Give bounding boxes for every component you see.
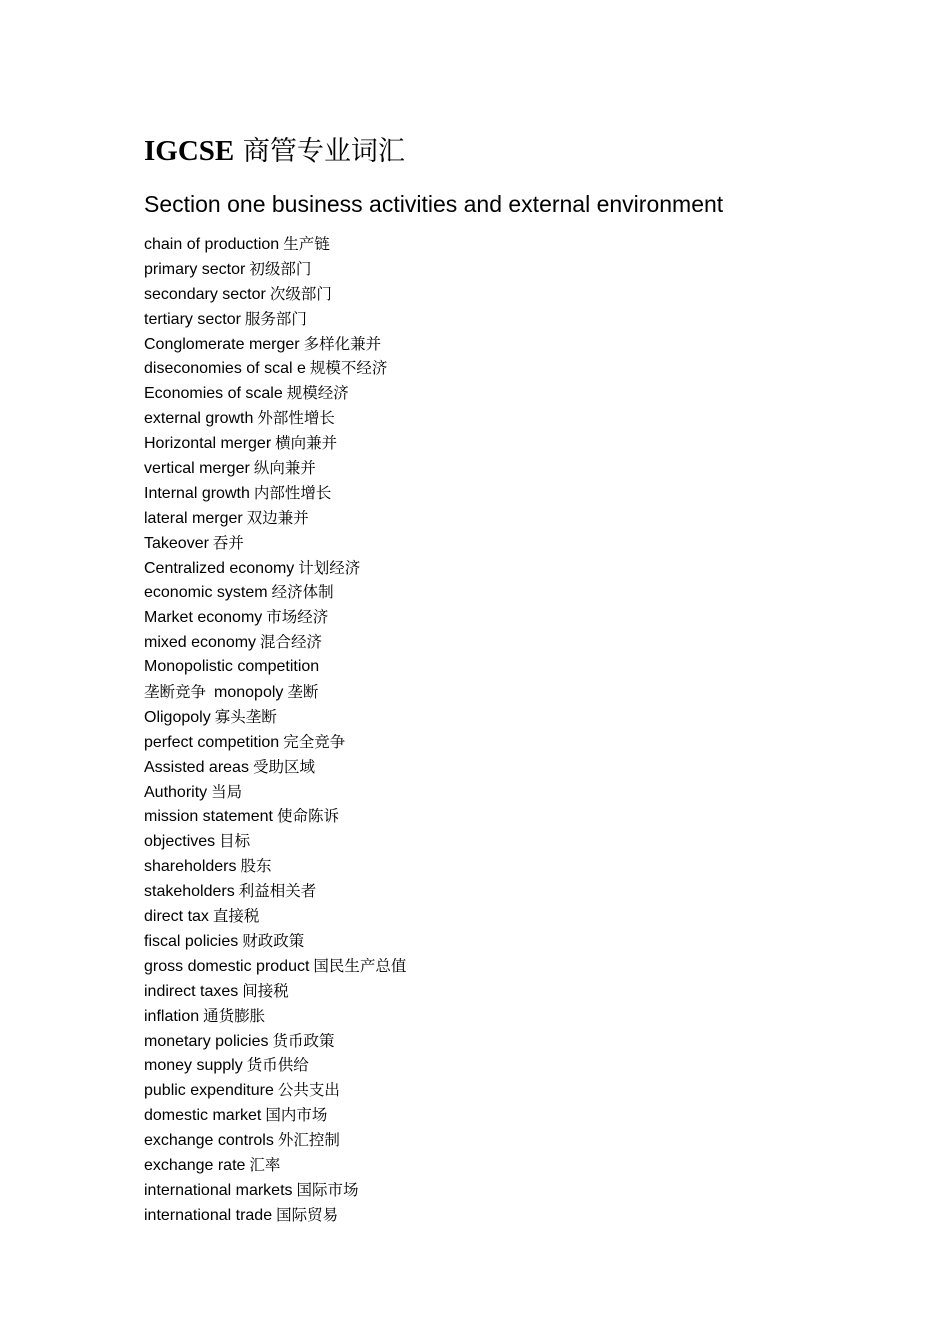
vocab-item [144,257,890,282]
document-page [144,128,890,1228]
term-chinese: 吞并 [212,533,244,552]
vocab-item [144,854,890,879]
vocab-item [144,630,890,655]
term-english: exchange controls [144,1132,274,1150]
vocab-item [144,1178,890,1203]
term-english: fiscal policies [144,932,239,950]
vocab-item [144,580,890,605]
vocab-item [144,232,890,257]
term-chinese: 直接税 [212,907,260,926]
term-chinese: 国际贸易 [276,1205,339,1224]
term-english: secondary sector [144,285,266,303]
term-english: primary sector [144,260,246,278]
term-english: monetary policies [144,1032,269,1050]
term-chinese: 货币政策 [272,1031,335,1050]
vocab-item [144,804,890,829]
term-chinese: 国内市场 [265,1106,328,1125]
term-chinese: 双边兼并 [246,508,309,527]
vocab-item [144,879,890,904]
document-title-latin: IGCSE [144,135,235,167]
term-english: lateral merger [144,509,243,527]
term-english: Assisted areas [144,758,249,776]
term-chinese: 完全竞争 [283,732,346,751]
term-english: stakeholders [144,883,235,901]
term-english: Horizontal merger [144,435,272,453]
term-chinese: 生产链 [283,235,330,253]
term-chinese: 使命陈诉 [276,807,339,826]
term-chinese: 外部性增长 [257,409,335,428]
term-chinese: 横向兼并 [275,434,338,453]
term-english: Market economy [144,609,263,627]
term-english: Internal growth [144,484,250,502]
term-chinese: 混合经济 [260,633,323,652]
term-chinese: 内部性增长 [253,483,332,502]
vocab-item [144,556,890,581]
term-chinese: 纵向兼并 [253,459,316,478]
term-chinese: 初级部门 [249,259,312,278]
vocab-item [144,605,890,630]
term-chinese: 寡头垄断 [214,707,277,726]
term-english: Centralized economy [144,559,295,577]
term-chinese: 规模不经济 [309,359,388,378]
term-english: exchange rate [144,1156,246,1174]
vocab-item [144,1078,890,1103]
term-chinese: 国际市场 [296,1180,359,1199]
vocab-item [144,307,890,332]
vocab-item [144,655,890,680]
term-chinese: 垄断 [287,683,319,702]
term-chinese: 货币供给 [246,1056,309,1075]
vocab-item [144,1153,890,1178]
vocab-item [144,456,890,481]
term-english: gross domestic product [144,957,310,975]
vocab-item [144,531,890,556]
term-chinese: 间接税 [242,981,289,1000]
term-chinese: 市场经济 [266,608,329,627]
term-english: Authority [144,783,208,801]
vocab-item [144,332,890,357]
term-chinese: 服务部门 [244,309,307,328]
vocab-item [144,381,890,406]
term-english: diseconomies of scal e [144,360,306,378]
term-english: vertical merger [144,460,250,478]
term-english: Takeover [144,534,209,552]
term-chinese: 公共支出 [277,1081,340,1100]
term-chinese: 利益相关者 [238,882,317,901]
vocab-item [144,954,890,979]
term-chinese: 财政政策 [242,931,305,950]
document-title [144,128,890,174]
term-english: tertiary sector [144,310,241,328]
term-chinese: 计划经济 [298,558,361,577]
section-heading: Section one business activities and external environment [144,191,724,217]
vocab-item [144,356,890,381]
vocabulary-list [144,232,890,1228]
vocab-item [144,431,890,456]
term-chinese: 经济体制 [271,583,334,602]
vocab-item [144,705,890,730]
vocab-item [144,730,890,755]
term-english: perfect competition [144,733,280,751]
document-title-cjk: 商管专业词汇 [242,136,405,167]
term-english: Economies of scale [144,385,283,403]
vocab-item [144,1203,890,1228]
term-chinese: 国民生产总值 [313,956,407,975]
vocab-item [144,680,890,705]
vocab-item [144,929,890,954]
term-english: external growth [144,410,254,428]
vocab-item [144,829,890,854]
term-chinese: 规模经济 [286,384,349,403]
term-english: direct tax [144,908,209,926]
term-english: money supply [144,1057,243,1075]
term-chinese: 多样化兼并 [303,334,382,353]
vocab-item [144,282,890,307]
term-english: domestic market [144,1107,262,1125]
term-chinese: 次级部门 [269,284,332,303]
term-chinese: 股东 [240,857,272,876]
term-chinese: 垄断竞争 [144,683,207,702]
term-english: objectives [144,833,216,851]
vocab-item [144,506,890,531]
term-english: shareholders [144,858,237,876]
term-english: Oligopoly [144,708,211,726]
vocab-item [144,1103,890,1128]
term-chinese: 当局 [211,782,243,801]
term-english: international trade [144,1206,273,1224]
term-english: monopoly [214,684,284,702]
term-english: economic system [144,584,268,602]
term-chinese: 目标 [219,832,251,851]
vocab-item [144,1004,890,1029]
term-english: public expenditure [144,1082,274,1100]
term-english: inflation [144,1007,200,1025]
term-english: Conglomerate merger [144,335,300,353]
vocab-item [144,1128,890,1153]
term-english: indirect taxes [144,982,239,1000]
term-chinese: 汇率 [249,1155,281,1174]
vocab-item [144,1029,890,1054]
vocab-item [144,904,890,929]
vocab-item [144,755,890,780]
term-english: Monopolistic competition [144,658,320,676]
term-chinese: 外汇控制 [277,1131,340,1150]
term-english: mission statement [144,808,273,826]
vocab-item [144,1053,890,1078]
term-english: chain of production [144,236,280,253]
term-english: international markets [144,1181,293,1199]
vocab-item [144,406,890,431]
vocab-item [144,481,890,506]
vocab-item [144,979,890,1004]
term-chinese: 通货膨胀 [203,1006,266,1025]
vocab-item [144,780,890,805]
term-english: mixed economy [144,634,257,652]
term-chinese: 受助区域 [252,757,315,776]
